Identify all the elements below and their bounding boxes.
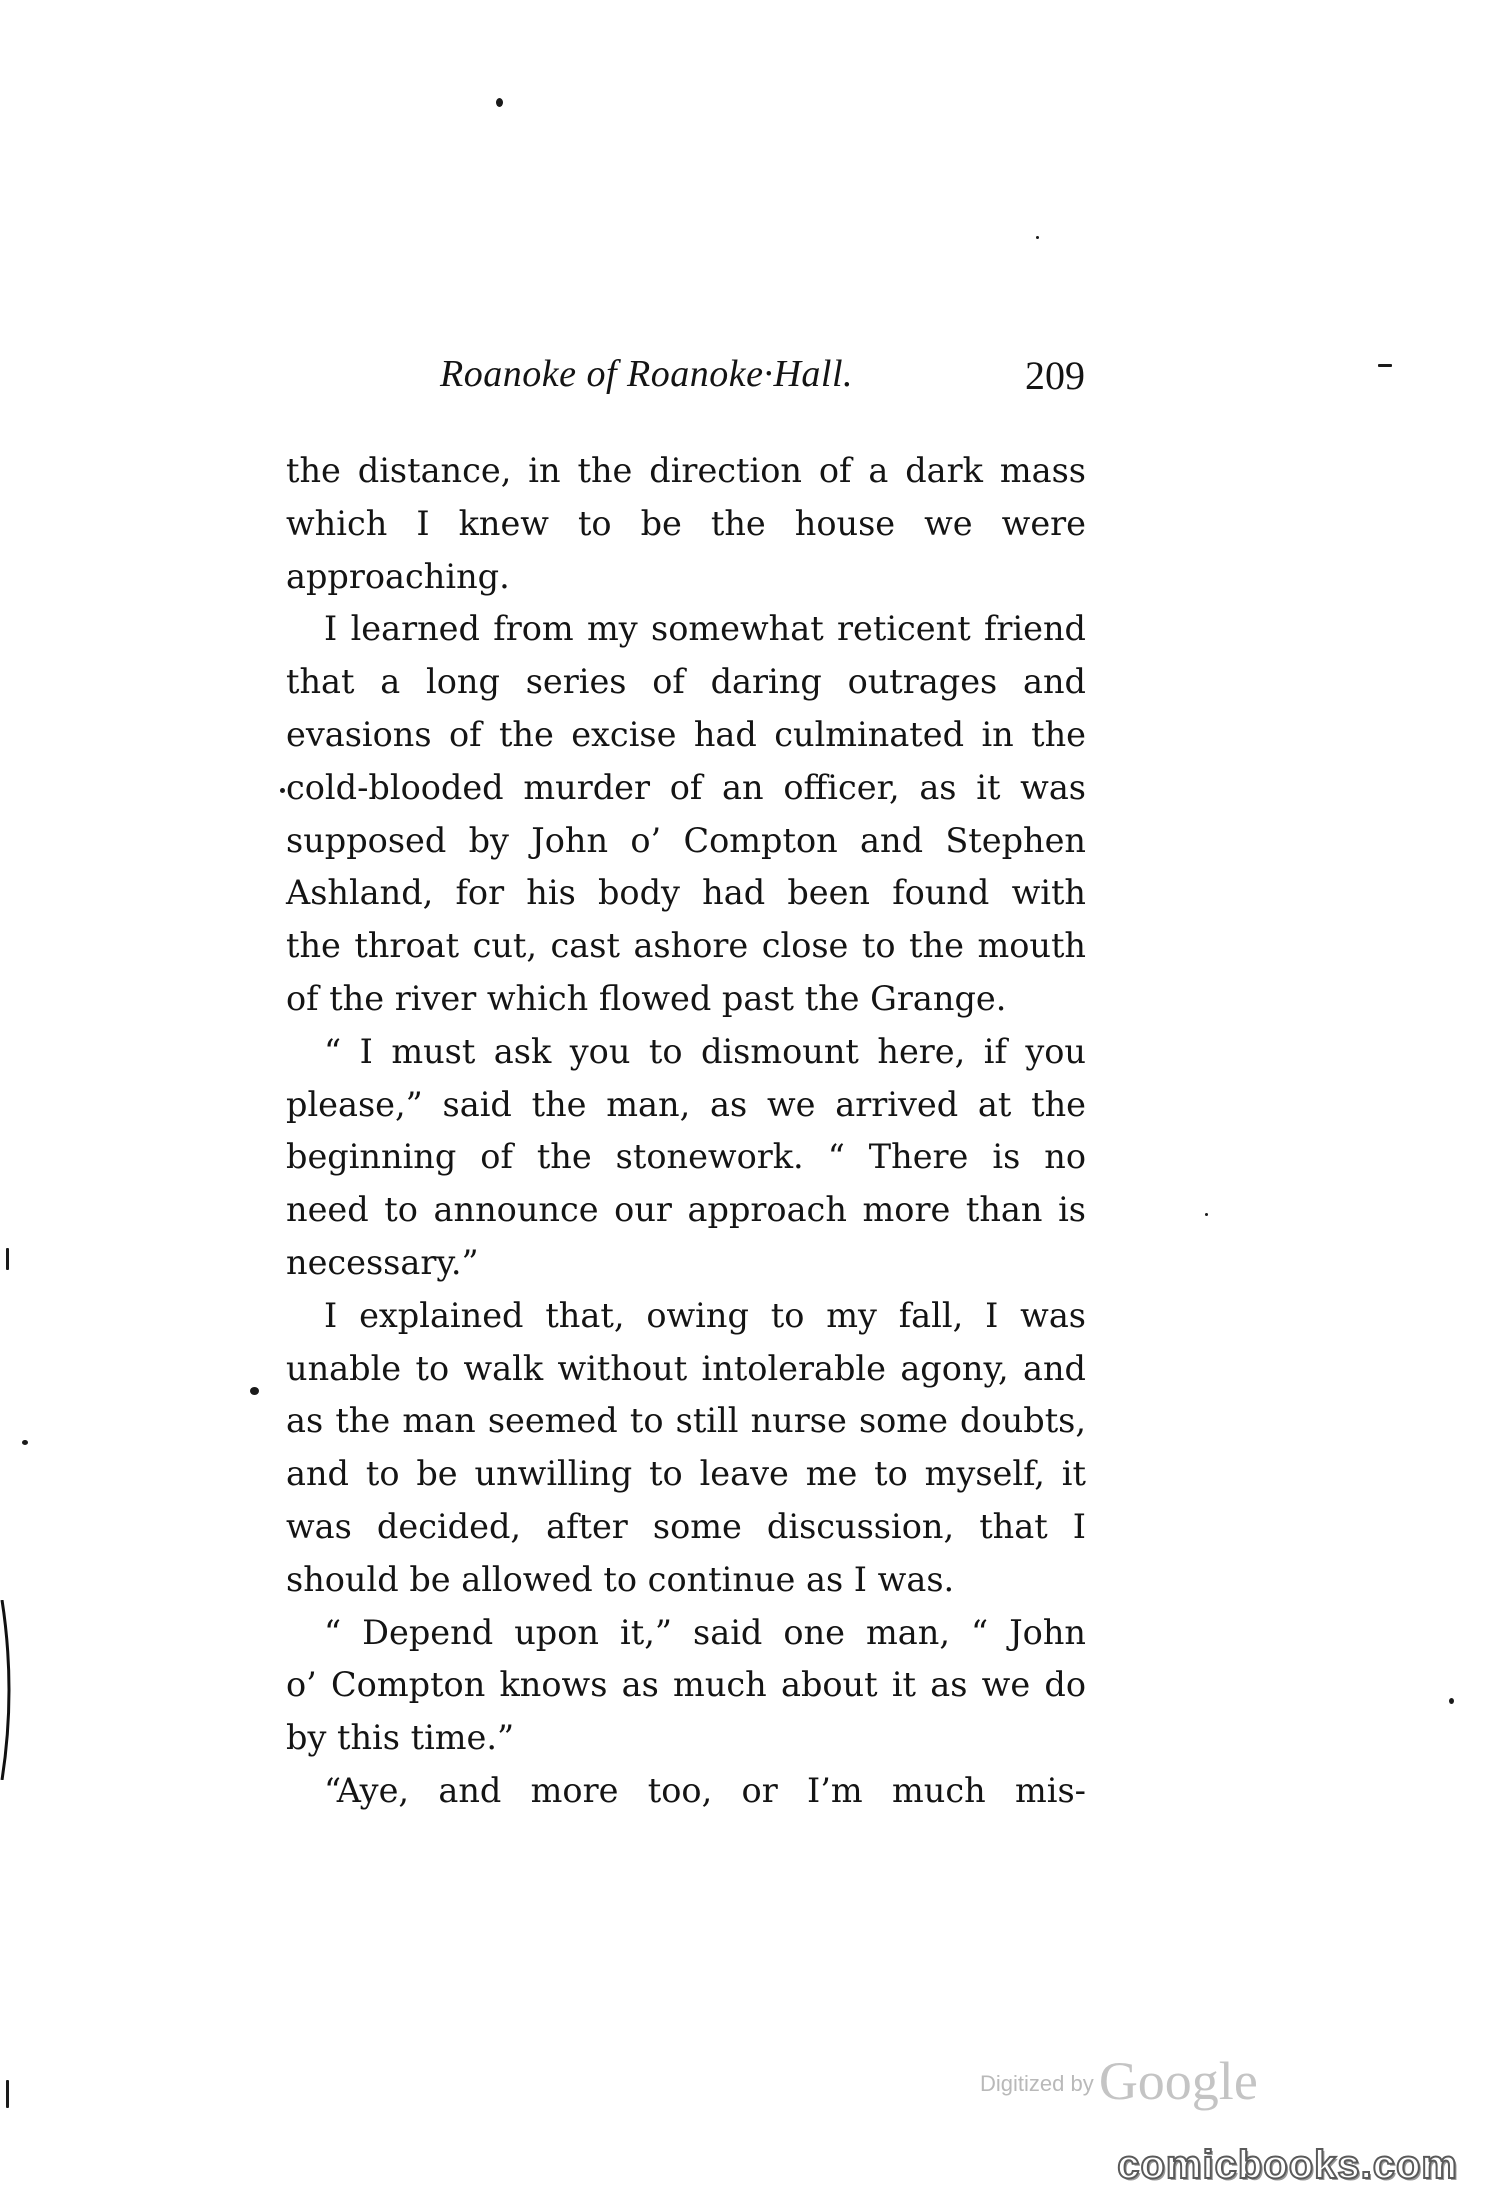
text-line: I explained that, owing to my fall, I was [324,1295,1086,1335]
ink-speck [280,788,285,793]
ink-speck [1449,1698,1454,1704]
ink-speck [250,1387,259,1395]
text-line: supposed by John o’ Compton and Stephen [286,820,1086,860]
ink-speck [22,1440,28,1445]
ink-speck [6,2080,9,2108]
digitized-by-label: Digitized by [980,2071,1094,2096]
page-number: 209 [1025,353,1085,398]
text-line: need to announce our approach more than is [286,1190,1086,1230]
ink-speck [1036,236,1039,239]
text-line: please,” said the man, as we arrived at the [286,1084,1086,1124]
running-head [440,352,1085,412]
google-wordmark: Google [1098,2051,1258,2111]
page-edge-shadow [0,1600,20,1780]
ink-speck [1205,1213,1208,1216]
text-line: evasions of the excise had culminated in the [286,714,1086,754]
text-line: the distance, in the direction of a dark mass [286,451,1086,490]
text-line: “ I must ask you to dismount here, if you [324,1031,1086,1071]
text-line: approaching. [286,556,510,596]
text-line: “Aye, and more too, or I’m much mis- [324,1770,1086,1810]
body-text [286,445,1086,1818]
digitized-by-google-logo [980,2050,1258,2112]
text-line: cold-blooded murder of an officer, as it was [286,767,1086,807]
ink-speck [6,1248,9,1270]
text-line: o’ Compton knows as much about it as we do [286,1665,1086,1705]
text-line: “ Depend upon it,” said one man, “ John [324,1612,1086,1652]
text-line: by this time.” [286,1718,515,1758]
text-line: I learned from my somewhat reticent friend [324,609,1086,649]
text-line: necessary.” [286,1242,479,1282]
site-watermark: comicbooks.com [1117,2143,1458,2187]
text-line: was decided, after some discussion, that I [286,1506,1086,1546]
text-line: of the river which flowed past the Grange. [286,978,1007,1018]
ink-speck [496,98,503,107]
text-line: that a long series of daring outrages and [286,662,1086,702]
running-title: Roanoke of Roanoke·Hall. [440,353,854,395]
text-line: should be allowed to continue as I was. [286,1559,955,1599]
text-line: which I knew to be the house we were [286,503,1086,543]
ink-speck [1378,364,1392,367]
text-line: the throat cut, cast ashore close to the mouth [286,926,1086,966]
text-line: and to be unwilling to leave me to myself, it [286,1454,1086,1494]
text-line: Ashland, for his body had been found with [286,873,1086,913]
text-line: unable to walk without intolerable agony, and [286,1348,1086,1388]
text-line: as the man seemed to still nurse some doubts, [286,1401,1086,1441]
text-line: beginning of the stonework. “ There is no [286,1137,1086,1177]
